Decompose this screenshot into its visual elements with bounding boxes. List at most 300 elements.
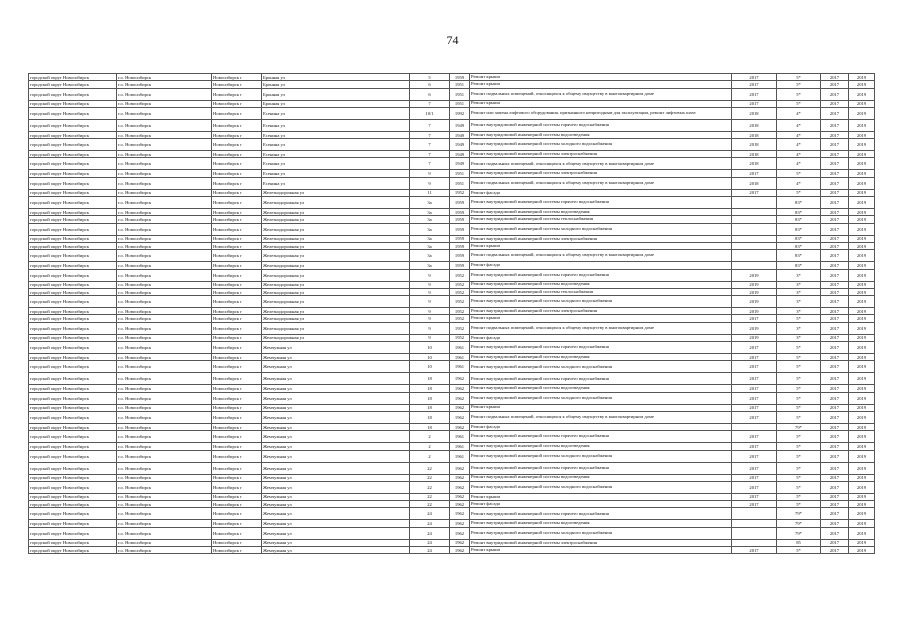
period-end-cell: 2019	[849, 119, 875, 131]
settlement-cell: г.о. Новосибирск	[117, 131, 212, 138]
locality-cell: Новосибирск г	[212, 262, 262, 269]
municipality-cell: городской округ Новосибирск	[29, 462, 117, 474]
house-number-cell: 22	[410, 462, 450, 474]
table-row	[29, 547, 875, 554]
street-cell: Жемчужная ул	[262, 527, 410, 539]
settlement-cell: г.о. Новосибирск	[117, 242, 212, 249]
planned-year-cell: 2018	[732, 107, 777, 119]
street-cell: Жемчужная ул	[262, 520, 410, 527]
house-number-cell: 3а	[410, 262, 450, 269]
wear-cell: 5*	[777, 361, 821, 373]
build-year-cell: 1949	[450, 139, 470, 151]
street-cell: Жемчужная ул	[262, 443, 410, 450]
settlement-cell: г.о. Новосибирск	[117, 450, 212, 462]
wear-cell: 5*	[777, 547, 821, 554]
street-cell: Железнодорожная ул	[262, 189, 410, 196]
house-number-cell: 22	[410, 481, 450, 493]
build-year-cell: 1949	[450, 158, 470, 170]
municipality-cell: городской округ Новосибирск	[29, 197, 117, 209]
street-cell: Железнодорожная ул	[262, 288, 410, 295]
work-type-cell: Ремонт крыши	[470, 81, 732, 88]
municipality-cell: городской округ Новосибирск	[29, 281, 117, 288]
wear-cell: 3*	[777, 322, 821, 334]
settlement-cell: г.о. Новосибирск	[117, 262, 212, 269]
work-type-cell: Ремонт внутридомовой инженерной системы холодного водоснабжения	[470, 296, 732, 308]
table-row	[29, 216, 875, 223]
settlement-cell: г.о. Новосибирск	[117, 223, 212, 235]
municipality-cell: городской округ Новосибирск	[29, 223, 117, 235]
period-end-cell: 2019	[849, 322, 875, 334]
settlement-cell: г.о. Новосибирск	[117, 361, 212, 373]
settlement-cell: г.о. Новосибирск	[117, 74, 212, 81]
period-start-cell: 2017	[821, 322, 849, 334]
build-year-cell: 1952	[450, 296, 470, 308]
municipality-cell: городской округ Новосибирск	[29, 520, 117, 527]
settlement-cell: г.о. Новосибирск	[117, 151, 212, 158]
settlement-cell: г.о. Новосибирск	[117, 423, 212, 430]
table-row	[29, 262, 875, 269]
wear-cell: 5*	[777, 411, 821, 423]
period-start-cell: 2017	[821, 197, 849, 209]
municipality-cell: городской округ Новосибирск	[29, 269, 117, 281]
work-type-cell: Ремонт подвальных помещений, относящихся к общему имуществу в многоквартирном доме	[470, 322, 732, 334]
municipality-cell: городской округ Новосибирск	[29, 216, 117, 223]
street-cell: Железнодорожная ул	[262, 197, 410, 209]
municipality-cell: городской округ Новосибирск	[29, 139, 117, 151]
planned-year-cell	[732, 242, 777, 249]
wear-cell: 3*	[777, 308, 821, 315]
work-type-cell: Ремонт внутридомовой инженерной системы теплоснабжения	[470, 288, 732, 295]
table-row	[29, 481, 875, 493]
street-cell: Жемчужная ул	[262, 373, 410, 385]
table-row	[29, 296, 875, 308]
settlement-cell: г.о. Новосибирск	[117, 170, 212, 177]
build-year-cell: 1962	[450, 547, 470, 554]
municipality-cell: городской округ Новосибирск	[29, 250, 117, 262]
table-row	[29, 170, 875, 177]
street-cell: Жемчужная ул	[262, 354, 410, 361]
build-year-cell: 1949	[450, 151, 470, 158]
house-number-cell: 9	[410, 296, 450, 308]
municipality-cell: городской округ Новосибирск	[29, 262, 117, 269]
work-type-cell: Ремонт внутридомовой инженерной системы водоотведения	[470, 520, 732, 527]
planned-year-cell	[732, 423, 777, 430]
build-year-cell: 1952	[450, 315, 470, 322]
planned-year-cell: 2017	[732, 443, 777, 450]
municipality-cell: городской округ Новосибирск	[29, 392, 117, 404]
settlement-cell: г.о. Новосибирск	[117, 404, 212, 411]
municipality-cell: городской округ Новосибирск	[29, 288, 117, 295]
planned-year-cell	[732, 520, 777, 527]
locality-cell: Новосибирск г	[212, 250, 262, 262]
settlement-cell: г.о. Новосибирск	[117, 158, 212, 170]
table-row	[29, 520, 875, 527]
period-start-cell: 2017	[821, 170, 849, 177]
municipality-cell: городской округ Новосибирск	[29, 296, 117, 308]
wear-cell: 4*	[777, 151, 821, 158]
work-type-cell: Ремонт подвальных помещений, относящихся к общему имуществу в многоквартирном доме	[470, 250, 732, 262]
period-start-cell: 2017	[821, 539, 849, 546]
period-start-cell: 2017	[821, 527, 849, 539]
wear-cell: 5*	[777, 315, 821, 322]
repair-program-table	[28, 73, 875, 554]
planned-year-cell: 2017	[732, 501, 777, 508]
period-end-cell: 2019	[849, 81, 875, 88]
period-end-cell: 2019	[849, 197, 875, 209]
planned-year-cell	[732, 250, 777, 262]
wear-cell: 5*	[777, 450, 821, 462]
table-row	[29, 404, 875, 411]
build-year-cell: 1959	[450, 242, 470, 249]
period-end-cell: 2019	[849, 281, 875, 288]
municipality-cell: городской округ Новосибирск	[29, 342, 117, 354]
table-row	[29, 100, 875, 107]
locality-cell: Новосибирск г	[212, 404, 262, 411]
settlement-cell: г.о. Новосибирск	[117, 493, 212, 500]
work-type-cell: Ремонт подвальных помещений, относящихся к общему имуществу в многоквартирном доме	[470, 158, 732, 170]
locality-cell: Новосибирск г	[212, 308, 262, 315]
period-end-cell: 2019	[849, 235, 875, 242]
wear-cell: 4*	[777, 158, 821, 170]
table-row	[29, 361, 875, 373]
settlement-cell: г.о. Новосибирск	[117, 119, 212, 131]
street-cell: Жемчужная ул	[262, 411, 410, 423]
period-end-cell: 2019	[849, 74, 875, 81]
table-row	[29, 223, 875, 235]
municipality-cell: городской округ Новосибирск	[29, 481, 117, 493]
build-year-cell: 1961	[450, 431, 470, 443]
street-cell: Жемчужная ул	[262, 450, 410, 462]
locality-cell: Новосибирск г	[212, 322, 262, 334]
period-start-cell: 2017	[821, 443, 849, 450]
settlement-cell: г.о. Новосибирск	[117, 547, 212, 554]
planned-year-cell	[732, 527, 777, 539]
municipality-cell: городской округ Новосибирск	[29, 385, 117, 392]
settlement-cell: г.о. Новосибирск	[117, 288, 212, 295]
planned-year-cell: 2017	[732, 450, 777, 462]
period-end-cell: 2019	[849, 334, 875, 341]
period-start-cell: 2017	[821, 547, 849, 554]
period-start-cell: 2017	[821, 209, 849, 216]
street-cell: Бронная ул	[262, 88, 410, 100]
build-year-cell: 1962	[450, 411, 470, 423]
house-number-cell: 18	[410, 423, 450, 430]
planned-year-cell: 2017	[732, 431, 777, 443]
table-row	[29, 539, 875, 546]
period-end-cell: 2019	[849, 527, 875, 539]
wear-cell: 5*	[777, 392, 821, 404]
table-row	[29, 334, 875, 341]
settlement-cell: г.о. Новосибирск	[117, 281, 212, 288]
planned-year-cell: 2019	[732, 334, 777, 341]
period-start-cell: 2017	[821, 361, 849, 373]
municipality-cell: городской округ Новосибирск	[29, 373, 117, 385]
planned-year-cell	[732, 216, 777, 223]
planned-year-cell: 2017	[732, 81, 777, 88]
wear-cell: 79*	[777, 423, 821, 430]
locality-cell: Новосибирск г	[212, 235, 262, 242]
wear-cell: 5*	[777, 342, 821, 354]
locality-cell: Новосибирск г	[212, 392, 262, 404]
table-row	[29, 322, 875, 334]
period-start-cell: 2017	[821, 119, 849, 131]
work-type-cell: Ремонт крыши	[470, 547, 732, 554]
settlement-cell: г.о. Новосибирск	[117, 296, 212, 308]
table-row	[29, 88, 875, 100]
locality-cell: Новосибирск г	[212, 189, 262, 196]
period-end-cell: 2019	[849, 361, 875, 373]
table-row	[29, 269, 875, 281]
municipality-cell: городской округ Новосибирск	[29, 450, 117, 462]
work-type-cell: Ремонт внутридомовой инженерной системы электроснабжения	[470, 308, 732, 315]
planned-year-cell: 2017	[732, 547, 777, 554]
wear-cell: 5*	[777, 404, 821, 411]
work-type-cell: Ремонт внутридомовой инженерной системы горячего водоснабжения	[470, 508, 732, 520]
street-cell: Железнодорожная ул	[262, 296, 410, 308]
street-cell: Жемчужная ул	[262, 539, 410, 546]
planned-year-cell	[732, 209, 777, 216]
work-type-cell: Ремонт крыши	[470, 74, 732, 81]
build-year-cell: 1951	[450, 88, 470, 100]
house-number-cell: 3а	[410, 235, 450, 242]
period-start-cell: 2017	[821, 81, 849, 88]
municipality-cell: городской округ Новосибирск	[29, 151, 117, 158]
period-end-cell: 2019	[849, 520, 875, 527]
municipality-cell: городской округ Новосибирск	[29, 493, 117, 500]
period-end-cell: 2019	[849, 88, 875, 100]
period-start-cell: 2017	[821, 423, 849, 430]
table-row	[29, 493, 875, 500]
settlement-cell: г.о. Новосибирск	[117, 250, 212, 262]
settlement-cell: г.о. Новосибирск	[117, 216, 212, 223]
table-row	[29, 462, 875, 474]
planned-year-cell: 2017	[732, 189, 777, 196]
settlement-cell: г.о. Новосибирск	[117, 139, 212, 151]
planned-year-cell: 2018	[732, 131, 777, 138]
locality-cell: Новосибирск г	[212, 527, 262, 539]
street-cell: Железнодорожная ул	[262, 281, 410, 288]
house-number-cell: 24	[410, 508, 450, 520]
wear-cell: 5*	[777, 170, 821, 177]
planned-year-cell: 2017	[732, 493, 777, 500]
locality-cell: Новосибирск г	[212, 450, 262, 462]
locality-cell: Новосибирск г	[212, 508, 262, 520]
house-number-cell: 3а	[410, 197, 450, 209]
period-start-cell: 2017	[821, 100, 849, 107]
period-start-cell: 2017	[821, 315, 849, 322]
locality-cell: Новосибирск г	[212, 354, 262, 361]
settlement-cell: г.о. Новосибирск	[117, 269, 212, 281]
settlement-cell: г.о. Новосибирск	[117, 443, 212, 450]
work-type-cell: Ремонт внутридомовой инженерной системы водоотведения	[470, 209, 732, 216]
period-end-cell: 2019	[849, 216, 875, 223]
street-cell: Железнодорожная ул	[262, 262, 410, 269]
wear-cell: 5*	[777, 189, 821, 196]
work-type-cell: Ремонт внутридомовой инженерной системы теплоснабжения	[470, 216, 732, 223]
street-cell: Железнодорожная ул	[262, 242, 410, 249]
period-end-cell: 2019	[849, 481, 875, 493]
municipality-cell: городской округ Новосибирск	[29, 527, 117, 539]
work-type-cell: Ремонт крыши	[470, 315, 732, 322]
period-end-cell: 2019	[849, 342, 875, 354]
table-row	[29, 385, 875, 392]
locality-cell: Новосибирск г	[212, 315, 262, 322]
period-end-cell: 2019	[849, 462, 875, 474]
period-start-cell: 2017	[821, 158, 849, 170]
period-end-cell: 2019	[849, 474, 875, 481]
table-row	[29, 158, 875, 170]
municipality-cell: городской округ Новосибирск	[29, 431, 117, 443]
build-year-cell: 1962	[450, 373, 470, 385]
settlement-cell: г.о. Новосибирск	[117, 501, 212, 508]
build-year-cell: 1952	[450, 269, 470, 281]
settlement-cell: г.о. Новосибирск	[117, 385, 212, 392]
planned-year-cell	[732, 508, 777, 520]
locality-cell: Новосибирск г	[212, 269, 262, 281]
period-end-cell: 2019	[849, 539, 875, 546]
period-end-cell: 2019	[849, 385, 875, 392]
period-end-cell: 2019	[849, 170, 875, 177]
period-start-cell: 2017	[821, 431, 849, 443]
table-row	[29, 74, 875, 81]
table-row	[29, 281, 875, 288]
table-row	[29, 431, 875, 443]
period-start-cell: 2017	[821, 462, 849, 474]
wear-cell: 4*	[777, 139, 821, 151]
table-body	[29, 74, 875, 554]
locality-cell: Новосибирск г	[212, 177, 262, 189]
municipality-cell: городской округ Новосибирск	[29, 322, 117, 334]
period-start-cell: 2017	[821, 508, 849, 520]
house-number-cell: 7	[410, 139, 450, 151]
wear-cell: 79*	[777, 520, 821, 527]
build-year-cell: 1951	[450, 170, 470, 177]
locality-cell: Новосибирск г	[212, 520, 262, 527]
street-cell: Жемчужная ул	[262, 547, 410, 554]
house-number-cell: 9	[410, 177, 450, 189]
wear-cell: 5*	[777, 493, 821, 500]
street-cell: Железнодорожная ул	[262, 269, 410, 281]
build-year-cell: 1962	[450, 493, 470, 500]
table-row	[29, 450, 875, 462]
planned-year-cell: 2017	[732, 170, 777, 177]
work-type-cell: Ремонт внутридомовой инженерной системы холодного водоснабжения	[470, 450, 732, 462]
municipality-cell: городской округ Новосибирск	[29, 423, 117, 430]
planned-year-cell: 2017	[732, 315, 777, 322]
house-number-cell: 2	[410, 450, 450, 462]
build-year-cell: 1959	[450, 216, 470, 223]
street-cell: Жемчужная ул	[262, 493, 410, 500]
planned-year-cell: 2017	[732, 88, 777, 100]
period-start-cell: 2017	[821, 262, 849, 269]
street-cell: Есенина ул	[262, 158, 410, 170]
period-end-cell: 2019	[849, 269, 875, 281]
build-year-cell: 1952	[450, 334, 470, 341]
period-end-cell: 2019	[849, 151, 875, 158]
street-cell: Бронная ул	[262, 100, 410, 107]
period-end-cell: 2019	[849, 262, 875, 269]
wear-cell: 83*	[777, 197, 821, 209]
wear-cell: 3*	[777, 334, 821, 341]
locality-cell: Новосибирск г	[212, 342, 262, 354]
municipality-cell: городской округ Новосибирск	[29, 107, 117, 119]
work-type-cell: Ремонт внутридомовой инженерной системы электроснабжения	[470, 539, 732, 546]
period-start-cell: 2017	[821, 411, 849, 423]
work-type-cell: Ремонт внутридомовой инженерной системы водоотведения	[470, 443, 732, 450]
table-row	[29, 151, 875, 158]
planned-year-cell: 2018	[732, 139, 777, 151]
period-end-cell: 2019	[849, 139, 875, 151]
table-row	[29, 119, 875, 131]
municipality-cell: городской округ Новосибирск	[29, 158, 117, 170]
wear-cell: 5*	[777, 100, 821, 107]
work-type-cell: Ремонт внутридомовой инженерной системы холодного водоснабжения	[470, 139, 732, 151]
house-number-cell: 18	[410, 404, 450, 411]
wear-cell: 5*	[777, 88, 821, 100]
wear-cell: 5*	[777, 373, 821, 385]
planned-year-cell: 2018	[732, 177, 777, 189]
locality-cell: Новосибирск г	[212, 107, 262, 119]
build-year-cell: 1949	[450, 119, 470, 131]
build-year-cell: 1962	[450, 474, 470, 481]
street-cell: Железнодорожная ул	[262, 334, 410, 341]
work-type-cell: Ремонт фасада	[470, 189, 732, 196]
wear-cell: 4*	[777, 131, 821, 138]
period-start-cell: 2017	[821, 385, 849, 392]
build-year-cell: 1952	[450, 308, 470, 315]
build-year-cell: 1961	[450, 443, 470, 450]
house-number-cell: 7	[410, 151, 450, 158]
house-number-cell: 24	[410, 539, 450, 546]
build-year-cell: 1959	[450, 250, 470, 262]
settlement-cell: г.о. Новосибирск	[117, 462, 212, 474]
period-end-cell: 2019	[849, 209, 875, 216]
locality-cell: Новосибирск г	[212, 474, 262, 481]
wear-cell: 3*	[777, 296, 821, 308]
work-type-cell: Ремонт фасада	[470, 501, 732, 508]
period-end-cell: 2019	[849, 411, 875, 423]
planned-year-cell: 2017	[732, 462, 777, 474]
settlement-cell: г.о. Новосибирск	[117, 520, 212, 527]
table-row	[29, 527, 875, 539]
period-end-cell: 2019	[849, 501, 875, 508]
municipality-cell: городской округ Новосибирск	[29, 209, 117, 216]
period-end-cell: 2019	[849, 288, 875, 295]
wear-cell: 83*	[777, 242, 821, 249]
street-cell: Железнодорожная ул	[262, 223, 410, 235]
period-end-cell: 2019	[849, 107, 875, 119]
table-row	[29, 235, 875, 242]
municipality-cell: городской округ Новосибирск	[29, 443, 117, 450]
period-start-cell: 2017	[821, 373, 849, 385]
settlement-cell: г.о. Новосибирск	[117, 197, 212, 209]
street-cell: Есенина ул	[262, 119, 410, 131]
work-type-cell: Ремонт внутридомовой инженерной системы водоотведения	[470, 385, 732, 392]
locality-cell: Новосибирск г	[212, 170, 262, 177]
municipality-cell: городской округ Новосибирск	[29, 170, 117, 177]
build-year-cell: 1959	[450, 197, 470, 209]
municipality-cell: городской округ Новосибирск	[29, 88, 117, 100]
house-number-cell: 7	[410, 119, 450, 131]
table-row	[29, 423, 875, 430]
planned-year-cell: 2019	[732, 296, 777, 308]
period-start-cell: 2017	[821, 269, 849, 281]
street-cell: Есенина ул	[262, 177, 410, 189]
municipality-cell: городской округ Новосибирск	[29, 501, 117, 508]
planned-year-cell: 2017	[732, 100, 777, 107]
planned-year-cell: 2017	[732, 373, 777, 385]
build-year-cell: 1952	[450, 322, 470, 334]
